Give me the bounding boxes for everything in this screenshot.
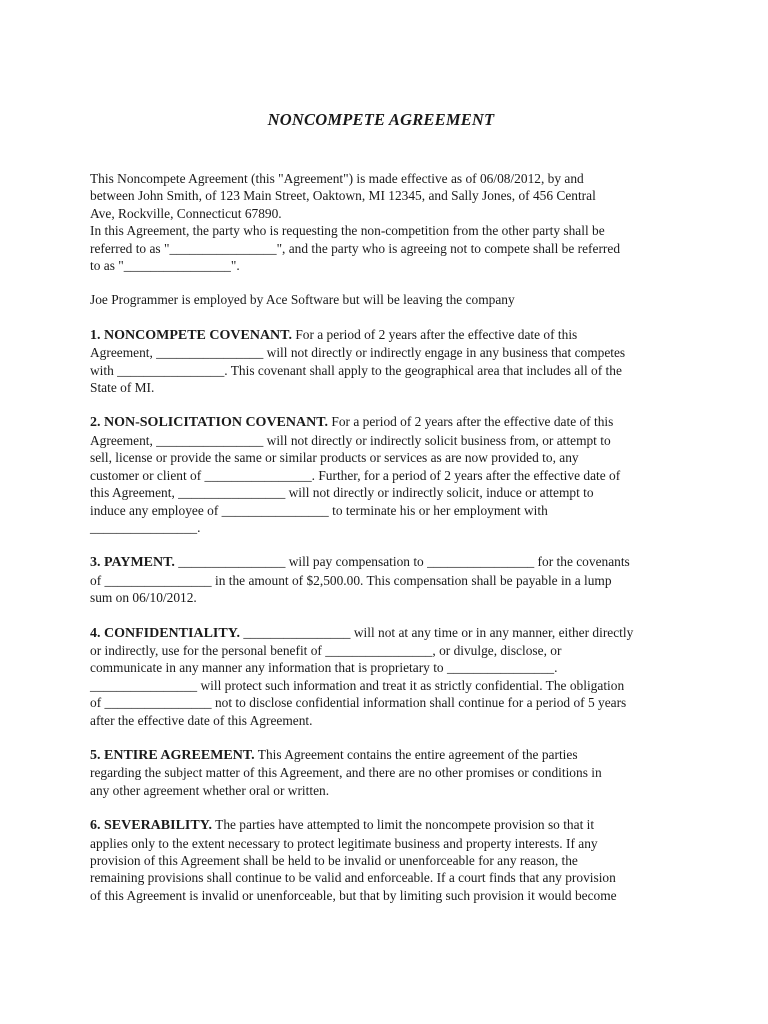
section-line: ________________. bbox=[90, 519, 201, 535]
section-line: sell, license or provide the same or similar products or services as are now provided to, any bbox=[90, 450, 579, 466]
intro-paragraph bbox=[90, 170, 672, 274]
intro-line: This Noncompete Agreement (this "Agreement") is made effective as of 06/08/2012, by and bbox=[90, 171, 584, 186]
section-line: communicate in any manner any information that is proprietary to ________________. bbox=[90, 660, 558, 676]
section-line: provision of this Agreement shall be held to be invalid or unenforceable for any reason, the bbox=[90, 853, 578, 868]
section-line: of ________________ not to disclose confidential information shall continue for a period of 5 years bbox=[90, 695, 627, 711]
section-line: regarding the subject matter of this Agreement, and there are no other promises or conditions in bbox=[90, 765, 602, 781]
intro-line: In this Agreement, the party who is requesting the non-competition from the other party shall be bbox=[90, 223, 605, 239]
section-heading: 1. NONCOMPETE COVENANT. bbox=[90, 327, 292, 343]
section-heading: 3. PAYMENT. bbox=[90, 555, 175, 571]
section-line: For a period of 2 years after the effective date of this bbox=[328, 414, 614, 430]
section-line: any other agreement whether oral or written. bbox=[90, 782, 330, 798]
section-line: The parties have attempted to limit the noncompete provision so that it bbox=[212, 817, 595, 833]
section-line: For a period of 2 years after the effective date of this bbox=[291, 326, 578, 342]
section-heading: 4. CONFIDENTIALITY. bbox=[90, 625, 241, 641]
employment-note: Joe Programmer is employed by Ace Software but will be leaving the company bbox=[90, 292, 515, 308]
section-heading: 2. NON-SOLICITATION COVENANT. bbox=[90, 415, 329, 431]
section-line: ________________ will pay compensation to ________________ for the covenants bbox=[174, 554, 630, 570]
intro-line: Ave, Rockville, Connecticut 67890. bbox=[90, 205, 282, 221]
section-line: customer or client of ________________. Further, for a period of 2 years after the effective date of bbox=[90, 467, 621, 483]
section-line: ________________ will not at any time or in any manner, either directly bbox=[240, 624, 634, 640]
document-title: NONCOMPETE AGREEMENT bbox=[267, 110, 495, 129]
section-line: of ________________ in the amount of $2,500.00. This compensation shall be payable in a lump bbox=[90, 572, 612, 588]
intro-line: referred to as "________________", and the party who is agreeing not to compete shall be referred bbox=[90, 240, 621, 256]
section-line: ________________ will protect such information and treat it as strictly confidential. The obligation bbox=[90, 677, 625, 693]
section-line: after the effective date of this Agreement. bbox=[90, 712, 313, 728]
section-confidentiality bbox=[90, 624, 672, 729]
section-non-solicitation bbox=[90, 413, 672, 536]
section-line: sum on 06/10/2012. bbox=[90, 590, 197, 606]
section-entire-agreement bbox=[90, 746, 672, 799]
section-line: This Agreement contains the entire agreement of the parties bbox=[254, 746, 578, 762]
section-line: remaining provisions shall continue to be valid and enforceable. If a court finds that any provision bbox=[90, 870, 616, 886]
section-line: applies only to the extent necessary to protect legitimate business and property interests. If any bbox=[90, 835, 598, 851]
intro-line: to as "________________". bbox=[90, 258, 240, 274]
section-line: this Agreement, ________________ will not directly or indirectly solicit, induce or attempt to bbox=[90, 485, 594, 501]
section-line: of this Agreement is invalid or unenforceable, but that by limiting such provision it would become bbox=[90, 887, 617, 903]
section-line: or indirectly, use for the personal benefit of ________________, or divulge, disclose, or bbox=[90, 642, 562, 658]
section-line: Agreement, ________________ will not directly or indirectly solicit business from, or attempt to bbox=[90, 432, 611, 448]
section-heading: 6. SEVERABILITY. bbox=[90, 818, 213, 834]
section-line: State of MI. bbox=[90, 380, 155, 396]
section-line: with ________________. This covenant shall apply to the geographical area that includes all of the bbox=[90, 362, 622, 378]
section-severability bbox=[90, 816, 672, 904]
section-line: induce any employee of ________________ to terminate his or her employment with bbox=[90, 502, 548, 518]
section-noncompete bbox=[90, 326, 672, 397]
section-line: Agreement, ________________ will not directly or indirectly engage in any business that competes bbox=[90, 345, 626, 361]
intro-line: between John Smith, of 123 Main Street, Oaktown, MI 12345, and Sally Jones, of 456 Central bbox=[90, 188, 596, 204]
section-heading: 5. ENTIRE AGREEMENT. bbox=[90, 747, 255, 763]
section-payment bbox=[90, 553, 672, 606]
